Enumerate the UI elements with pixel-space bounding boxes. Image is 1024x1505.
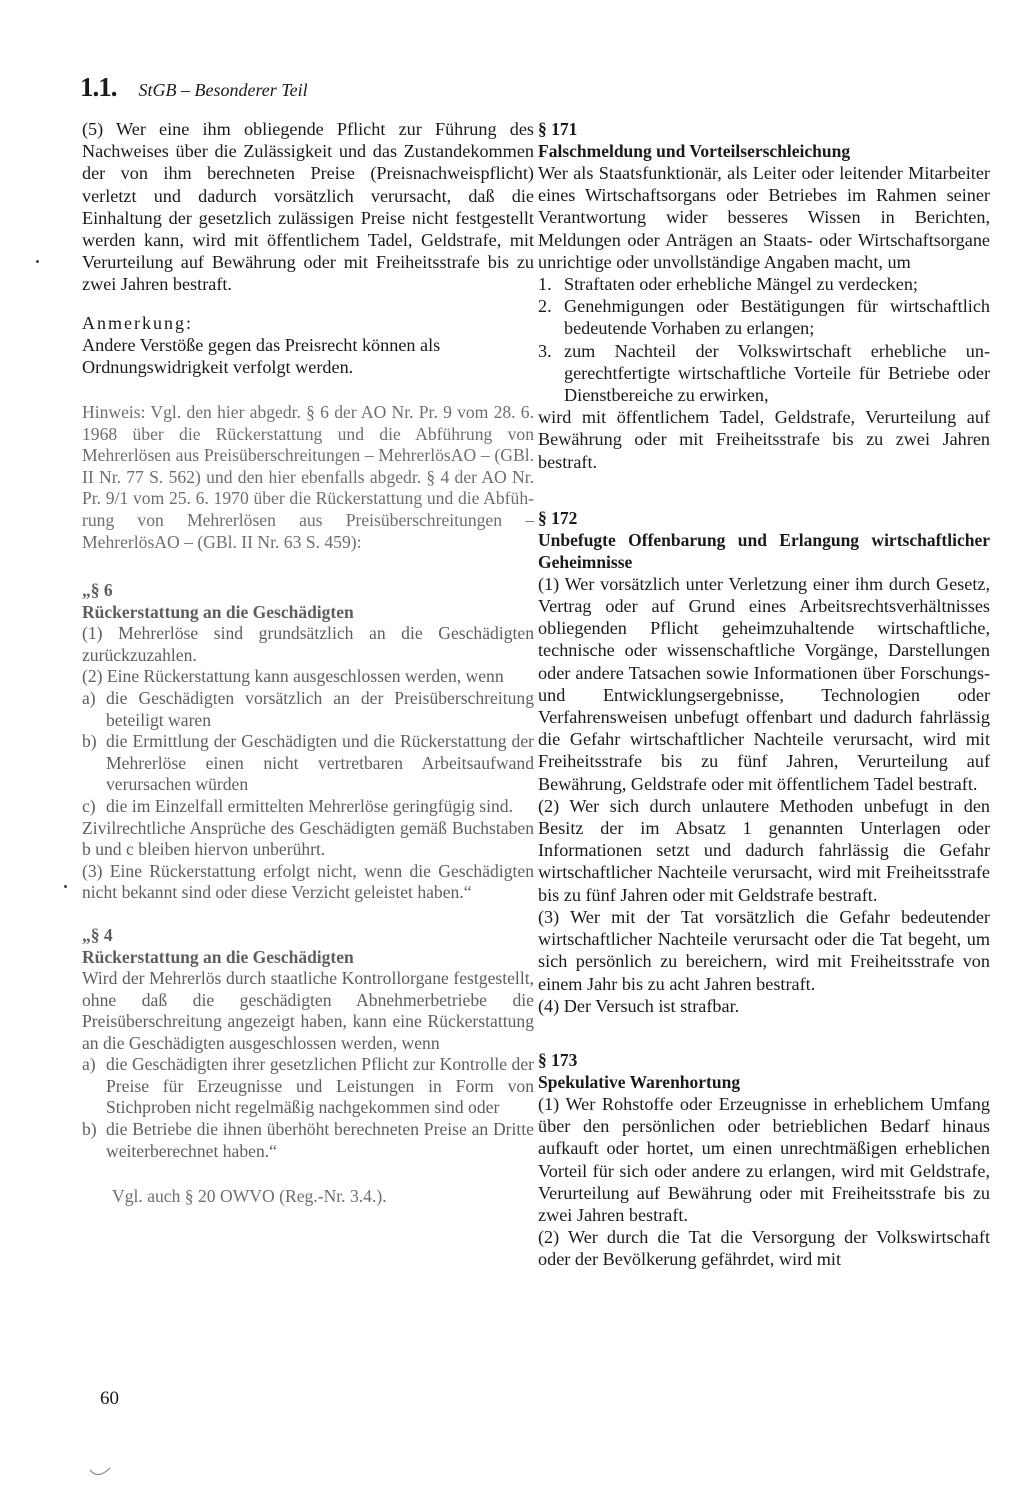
quoted-section-6	[82, 579, 534, 904]
list-marker: c)	[82, 795, 96, 816]
list-item	[82, 1119, 534, 1162]
list-item	[538, 273, 990, 295]
list-item	[82, 688, 534, 731]
running-title: StGB – Besonderer Teil	[138, 80, 308, 100]
list-marker: 1.	[538, 274, 552, 295]
section-172-title: Unbefugte Offenbarung und Erlangung wirtschaftlicher Geheimnisse	[538, 529, 990, 572]
scan-mark	[88, 1466, 114, 1482]
section-6-number: „§ 6	[82, 580, 113, 601]
list-marker: 3.	[538, 340, 552, 361]
section-171-number: § 171	[538, 119, 578, 139]
section-4-title: Rückerstattung an die Geschädigten	[82, 946, 354, 967]
list-text: zum Nachteil der Volkswirtschaft erhebliche ungerechtfertigte wirtschaftliche Vorteile für Betriebe oder Dienstbereiche zu erwirken,	[564, 340, 990, 406]
list-text: die Ermittlung der Geschädigten und die Rückerstattung der Mehrerlöse einen nicht vertretbaren Arbeitsaufwand verursachen würden	[106, 731, 534, 795]
section-6-para-2: (2) Eine Rückerstattung kann ausgeschlossen werden, wenn	[82, 666, 504, 687]
list-item	[82, 796, 534, 818]
anmerkung-text: Andere Verstöße gegen das Preisrecht können als Ordnungswidrigkeit verfolgt werden.	[82, 334, 441, 377]
list-marker: a)	[82, 687, 96, 708]
list-item	[538, 340, 990, 407]
list-marker: b)	[82, 731, 97, 752]
list-text: die Betriebe die ihnen überhöht berechneten Preise an Dritte weiterberechnet haben.“	[106, 1119, 534, 1161]
right-column	[538, 118, 990, 1271]
section-173-number: § 173	[538, 1049, 578, 1070]
section-171-intro: Wer als Staatsfunktionär, als Leiter oder leitender Mitarbeiter eines Wirtschaftsorgans oder Betriebes im Rahmen seiner Verantwortung wider besseres Wissen in Berichten, Meldungen oder Anträgen an Staats- oder Wirtschaftsorgane unrichtige oder unvollständige Angaben macht, um	[538, 163, 990, 272]
list-item	[82, 1054, 534, 1119]
scan-speck	[36, 260, 39, 263]
list-marker: b)	[82, 1119, 97, 1140]
scan-speck	[64, 885, 67, 888]
list-item	[538, 295, 990, 339]
left-column	[82, 118, 534, 1208]
section-6-zivil: Zivilrechtliche Ansprüche des Geschädigten gemäß Buchstaben b und c bleiben hiervon unberührt.	[82, 817, 534, 860]
paragraph-5: (5) Wer eine ihm obliegende Pflicht zur Führung des Nachweises über die Zulässigkeit und das Zustandekommen der von ihm berechneten Preise (Preisnachweispflicht) verletzt und dadurch vorsätzlich verursacht, daß die Einhaltung der gesetzlich zulässigen Preise nicht festgestellt werden kann, wird mit öffentlichem Tadel, Geldstrafe, mit Verurteilung auf Bewährung oder mit Freiheitsstrafe bis zu zwei Jahren bestraft.	[82, 119, 534, 295]
list-text: Straftaten oder erhebliche Mängel zu verdecken;	[564, 274, 918, 295]
section-173-title: Spekulative Warenhortung	[538, 1071, 741, 1092]
chapter-number: 1.1.	[80, 72, 117, 102]
cross-reference: Vgl. auch § 20 OWVO (Reg.-Nr. 3.4.).	[112, 1186, 387, 1207]
section-172-para-3: (3) Wer mit der Tat vorsätzlich die Gefahr bedeutender wirtschaftlicher Nachteile verursacht oder die Tat begeht, um sich persönlich zu bereichern, wird mit Freiheitsstrafe von einem Jahr bis zu acht Jahren bestraft.	[538, 906, 990, 994]
list-marker: a)	[82, 1054, 96, 1075]
list-text: die im Einzelfall ermittelten Mehrerlöse geringfügig sind.	[106, 795, 513, 816]
section-172-number: § 172	[538, 507, 578, 528]
section-6-para-3: (3) Eine Rückerstattung erfolgt nicht, wenn die Geschädigten nicht bekannt sind oder diese Verzicht geleistet haben.“	[82, 860, 534, 903]
section-171	[538, 118, 990, 473]
quoted-section-4	[82, 924, 534, 1162]
hinweis-note: Hinweis: Vgl. den hier abgedr. § 6 der AO Nr. Pr. 9 vom 28. 6. 1968 über die Rückerstattung und die Abführung von Mehrerlösen aus Preisüberschreitungen – MehrerlösAO – (GBl. II Nr. 77 S. 562) und den hier ebenfalls abgedr. § 4 der AO Nr. Pr. 9/1 vom 25. 6. 1970 über die Rückerstattung und die Abführung von Mehrerlösen aus Preisüberschreitungen – MehrerlösAO – (GBl. II Nr. 63 S. 459):	[82, 402, 534, 552]
section-6-para-1: (1) Mehrerlöse sind grundsätzlich an die Geschädigten zurückzuzahlen.	[82, 623, 534, 665]
section-172-para-4: (4) Der Versuch ist strafbar.	[538, 995, 740, 1016]
section-172-para-2: (2) Wer sich durch unlautere Methoden unbefugt in den Besitz der im Absatz 1 genannten Unterlagen oder Informationen setzt und dadurch fahrlässig die Gefahr wirtschaftlicher Nachteile verursacht, wird mit Freiheitsstrafe bis zu fünf Jahren oder mit Geldstrafe bestraft.	[538, 795, 990, 905]
section-4-number: „§ 4	[82, 924, 113, 945]
section-4-text: Wird der Mehrerlös durch staatliche Kontrollorgane festgestellt, ohne daß die geschädigten Abnehmerbetriebe die Preisüberschreitung angezeigt haben, kann eine Rückerstattung an die Geschädigten ausgeschlossen werden, wenn	[82, 967, 534, 1053]
list-text: die Geschädigten ihrer gesetzlichen Pflicht zur Kontrolle der Preise für Erzeugnisse und Leistungen in Form von Stichproben nicht regelmäßig nachgekommen sind oder	[106, 1054, 534, 1118]
section-173	[538, 1049, 990, 1271]
anmerkung-label: Anmerkung:	[82, 312, 193, 333]
section-171-closing: wird mit öffentlichem Tadel, Geldstrafe, Verurteilung auf Bewährung oder mit Freiheitsstrafe bis zu zwei Jahren bestraft.	[538, 407, 990, 472]
list-text: Genehmigungen oder Bestätigungen für wirtschaftlich bedeutende Vorhaben zu erlangen;	[564, 296, 990, 339]
list-item	[82, 731, 534, 796]
section-171-title: Falschmeldung und Vorteilserschleichung	[538, 141, 851, 161]
page-header	[80, 72, 308, 103]
list-marker: 2.	[538, 296, 552, 317]
list-text: die Geschädigten vorsätzlich an der Preisüberschreitung beteiligt waren	[106, 687, 534, 730]
section-172-para-1: (1) Wer vorsätzlich unter Verletzung einer ihm durch Gesetz, Vertrag oder auf Grund eines Arbeitsrechtsverhältnisses obliegenden Pflicht geheimzuhaltende wirtschaftliche, technische oder wissenschaftliche Vorgänge, Darstellungen oder andere Tatsachen sowie Informationen über Forschungs- und Entwicklungsergebnisse, Technologien oder Verfahrensweisen unbefugt offenbart und dadurch fahrlässig die Gefahr wirtschaftlicher Nachteile verursacht, wird mit Freiheitsstrafe bis zu fünf Jahren, Verurteilung auf Bewährung, Geldstrafe oder mit öffentlichem Tadel bestraft.	[538, 573, 990, 794]
section-173-para-2: (2) Wer durch die Tat die Versorgung der Volkswirtschaft oder der Bevölkerung gefährdet, wird mit	[538, 1227, 990, 1270]
section-172	[538, 507, 990, 1017]
section-6-title: Rückerstattung an die Geschädigten	[82, 602, 354, 623]
section-173-para-1: (1) Wer Rohstoffe oder Erzeugnisse in erheblichem Umfang über den persönlichen oder betrieblichen Bedarf hinaus aufkauft oder hortet, um einen unrechtmäßigen erheblichen Vorteil für sich oder andere zu erlangen, wird mit Geldstrafe, Verurteilung auf Bewährung oder mit Freiheitsstrafe bis zu zwei Jahren bestraft.	[538, 1093, 990, 1225]
page-number: 60	[100, 1388, 119, 1409]
